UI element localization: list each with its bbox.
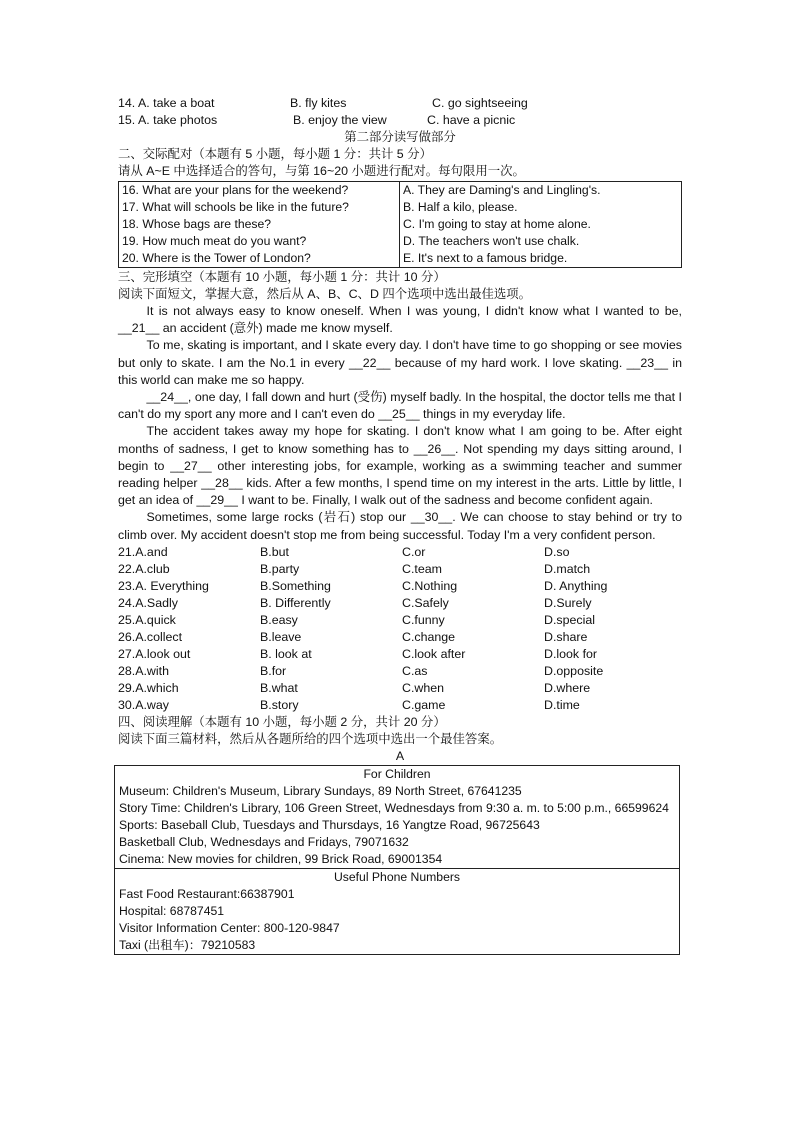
box-line: Visitor Information Center: 800-120-9847 bbox=[119, 920, 340, 935]
for-children-box bbox=[115, 765, 680, 868]
section-2-heading: 二、交际配对（本题有 5 小题，每小题 1 分：共计 5 分） bbox=[118, 147, 432, 161]
option: C.as bbox=[402, 663, 428, 678]
option: B.for bbox=[260, 663, 287, 678]
option: 21.A.and bbox=[118, 544, 168, 559]
option: 23.A. Everything bbox=[118, 578, 209, 593]
matching-question: 16. What are your plans for the weekend? bbox=[122, 183, 349, 197]
cloze-paragraph: Sometimes, some large rocks (岩石) stop our __30__. We can choose to stay behind or try to climb over. My accident doesn't stop me from being successful. Today I'm a very confident person. bbox=[118, 510, 682, 542]
option: B.leave bbox=[260, 629, 302, 644]
option: C.Nothing bbox=[402, 578, 458, 593]
option: B.story bbox=[260, 697, 299, 712]
option: D.Surely bbox=[544, 595, 592, 610]
matching-answer: C. I'm going to stay at home alone. bbox=[403, 217, 591, 231]
box-line: Taxi (出租车)：79210583 bbox=[119, 937, 256, 952]
matching-answer: D. The teachers won't use chalk. bbox=[403, 234, 580, 248]
option: D. Anything bbox=[544, 578, 608, 593]
cloze-paragraph: It is not always easy to know oneself. When I was young, I didn't know what I wanted to be, __21__ an accident (意外) made me know myself. bbox=[118, 304, 682, 336]
cloze-paragraph: To me, skating is important, and I skate every day. I don't have time to go shopping or see movies but only to skate. I am the No.1 in every __22__ because of my hard work. I love skating. __23__ in this world can make me so happy. bbox=[118, 338, 682, 387]
matching-question: 19. How much meat do you want? bbox=[122, 234, 307, 248]
option-c: C. go sightseeing bbox=[432, 96, 528, 110]
box-line: Hospital: 68787451 bbox=[119, 903, 225, 918]
option: C.funny bbox=[402, 612, 445, 627]
box-line: Cinema: New movies for children, 99 Brick Road, 69001354 bbox=[119, 851, 443, 866]
option: D.so bbox=[544, 544, 570, 559]
box-line: Sports: Baseball Club, Tuesdays and Thursdays, 16 Yangtze Road, 96725643 bbox=[119, 817, 540, 832]
option: B. look at bbox=[260, 646, 312, 661]
box-title: Useful Phone Numbers bbox=[334, 869, 460, 884]
option-b: B. fly kites bbox=[290, 96, 347, 110]
matching-question: 20. Where is the Tower of London? bbox=[122, 251, 311, 265]
option: 26.A.collect bbox=[118, 629, 183, 644]
box-title: For Children bbox=[363, 766, 431, 781]
matching-table bbox=[118, 181, 682, 268]
matching-question: 17. What will schools be like in the future? bbox=[122, 200, 349, 214]
section-2-instruction: 请从 A~E 中选择适合的答句，与第 16~20 小题进行配对。每句限用一次。 bbox=[118, 164, 525, 178]
matching-answer: B. Half a kilo, please. bbox=[403, 200, 518, 214]
question-14 bbox=[118, 95, 682, 112]
option: B.but bbox=[260, 544, 289, 559]
box-line: Basketball Club, Wednesdays and Fridays, 79071632 bbox=[119, 834, 409, 849]
option: 28.A.with bbox=[118, 663, 169, 678]
option: 22.A.club bbox=[118, 561, 170, 576]
exam-page bbox=[118, 95, 682, 955]
option: C.or bbox=[402, 544, 426, 559]
box-line: Story Time: Children's Library, 106 Green Street, Wednesdays from 9:30 a. m. to 5:00 p.m., 66599624 bbox=[119, 800, 669, 815]
matching-answers bbox=[400, 182, 682, 268]
section-3-heading: 三、完形填空（本题有 10 小题，每小题 1 分：共计 10 分） bbox=[118, 270, 446, 284]
option: 30.A.way bbox=[118, 697, 169, 712]
option: B.what bbox=[260, 680, 298, 695]
cloze-paragraph: __24__, one day, I fall down and hurt (受伤) myself badly. In the hospital, the doctor tells me that I can't do my sport any more and I can't even do __25__ things in my everyday life. bbox=[118, 390, 682, 422]
box-line: Fast Food Restaurant:66387901 bbox=[119, 886, 295, 901]
option: C.Safely bbox=[402, 595, 449, 610]
info-table bbox=[114, 765, 680, 955]
option-b: B. enjoy the view bbox=[293, 113, 387, 127]
matching-questions bbox=[119, 182, 400, 268]
question-15 bbox=[118, 112, 682, 129]
option: C.game bbox=[402, 697, 446, 712]
section-4-heading: 四、阅读理解（本题有 10 小题，每小题 2 分，共计 20 分） bbox=[118, 714, 446, 729]
option: D.opposite bbox=[544, 663, 604, 678]
passage-label: A bbox=[395, 748, 405, 763]
matching-question: 18. Whose bags are these? bbox=[122, 217, 272, 231]
option: 25.A.quick bbox=[118, 612, 176, 627]
cloze-paragraph: The accident takes away my hope for skating. I don't know what I am going to be. After eight months of sadness, I get to know something has to __26__. Not spending my days sitting around, I begin to __27__ other interesting jobs, for example, working as a swimming teacher and summer reading helper __28__ kids. After a few months, I spend time on my interest in the arts. Little by little, I get an idea of __29__ I want to be. Finally, I walk out of the sadness and become confident again. bbox=[118, 424, 682, 508]
option-c: C. have a picnic bbox=[427, 113, 516, 127]
matching-answer: E. It's next to a famous bridge. bbox=[403, 251, 568, 265]
phone-numbers-box bbox=[115, 868, 680, 954]
option: D.look for bbox=[544, 646, 598, 661]
option-a: 14. A. take a boat bbox=[118, 96, 215, 110]
option: C.change bbox=[402, 629, 456, 644]
option: C.look after bbox=[402, 646, 466, 661]
cloze-options bbox=[118, 544, 682, 714]
option: D.where bbox=[544, 680, 591, 695]
option: 29.A.which bbox=[118, 680, 179, 695]
section-3-instruction: 阅读下面短文，掌握大意，然后从 A、B、C、D 四个选项中选出最佳选项。 bbox=[118, 287, 532, 301]
option: B.Something bbox=[260, 578, 331, 593]
option: 27.A.look out bbox=[118, 646, 191, 661]
option: D.match bbox=[544, 561, 591, 576]
option: C.when bbox=[402, 680, 445, 695]
matching-answer: A. They are Daming's and Lingling's. bbox=[403, 183, 601, 197]
option: B.party bbox=[260, 561, 300, 576]
option: B. Differently bbox=[260, 595, 331, 610]
option: B.easy bbox=[260, 612, 298, 627]
option: D.share bbox=[544, 629, 588, 644]
option: D.time bbox=[544, 697, 580, 712]
option: 24.A.Sadly bbox=[118, 595, 178, 610]
section-4-instruction: 阅读下面三篇材料，然后从各题所给的四个选项中选出一个最佳答案。 bbox=[118, 731, 503, 746]
part-title: 第二部分读写做部分 bbox=[344, 130, 456, 144]
option: D.special bbox=[544, 612, 595, 627]
option: C.team bbox=[402, 561, 442, 576]
option-a: 15. A. take photos bbox=[118, 113, 218, 127]
box-line: Museum: Children's Museum, Library Sundays, 89 North Street, 67641235 bbox=[119, 783, 522, 798]
